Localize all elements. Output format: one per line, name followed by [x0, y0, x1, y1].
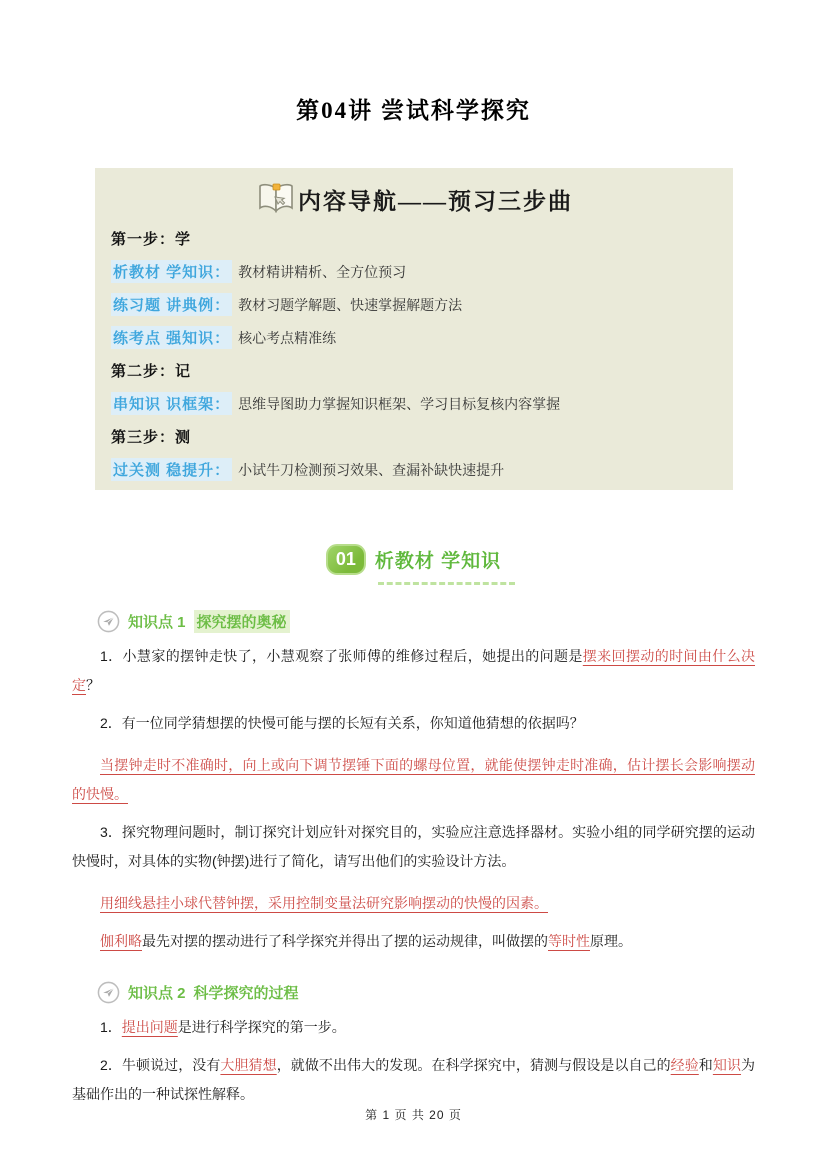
text-segment: 和 [698, 1057, 713, 1073]
text-segment: ？ [86, 677, 100, 693]
step-heading-row [111, 420, 719, 453]
nav-row-text: 核心考点精准练 [238, 329, 337, 346]
answer-segment: 经验 [670, 1057, 699, 1073]
paragraph [72, 1051, 755, 1109]
answer-segment: 等时性 [548, 933, 590, 949]
answer-paragraph [72, 751, 755, 809]
text-segment: 2．有一位同学猜想摆的快慢可能与摆的长短有关系，你知道他猜想的依据吗？ [100, 715, 584, 731]
text-segment: 为基础作出的一种试探性解释。 [72, 1057, 756, 1102]
answer-segment: 用细线悬挂小球代替钟摆，采用控制变量法研究影响摆动的快慢的因素。 [100, 895, 548, 911]
nav-row-label: 练习题 讲典例： [111, 293, 232, 316]
paragraph [72, 642, 755, 700]
kp-title: 探究摆的奥秘 [194, 610, 290, 633]
knowledge-point-1-header [97, 610, 827, 633]
nav-row-label: 串知识 识框架： [111, 392, 232, 415]
text-segment: ，就做不出伟大的发现。在科学探究中，猜测与假设是以自己的 [276, 1057, 671, 1073]
text-segment: 最先对摆的摆动进行了科学探究并得出了摆的运动规律，叫做摆的 [142, 933, 548, 949]
paper-plane-icon [97, 610, 120, 633]
nav-row [111, 255, 719, 288]
nav-row [111, 321, 719, 354]
text-segment: 1．小慧家的摆钟走快了，小慧观察了张师傅的维修过程后，她提出的问题是 [100, 648, 583, 664]
content-nav-box [95, 168, 733, 490]
page-title: 第04讲 尝试科学探究 [296, 98, 531, 123]
kp-label: 知识点 1 [128, 614, 186, 631]
nav-row-text: 小试牛刀检测预习效果、查漏补缺快速提升 [238, 461, 505, 478]
nav-row-label: 练考点 强知识： [111, 326, 232, 349]
nav-row-label: 过关测 稳提升： [111, 458, 232, 481]
text-segment: 1． [100, 1019, 122, 1035]
kp-title: 科学探究的过程 [193, 985, 299, 1002]
nav-row-text: 思维导图助力掌握知识框架、学习目标复核内容掌握 [238, 395, 561, 412]
knowledge-point-2-header [97, 981, 827, 1004]
section-number-badge: 01 [326, 544, 366, 575]
nav-row [111, 387, 719, 420]
nav-row-text: 教材习题学解题、快速掌握解题方法 [238, 296, 463, 313]
step-heading-row [111, 222, 719, 255]
step-heading: 第三步：测 [111, 429, 192, 446]
answer-segment: 知识 [712, 1057, 742, 1073]
nav-row-label: 析教材 学知识： [111, 260, 232, 283]
paragraph [72, 709, 755, 738]
paragraph [72, 927, 755, 956]
answer-paragraph [72, 889, 755, 918]
answer-segment: 摆来回摆动的时间由什么决定 [72, 648, 756, 693]
nav-row [111, 288, 719, 321]
nav-header [111, 176, 719, 222]
text-segment: 是进行科学探究的第一步。 [177, 1019, 346, 1035]
answer-segment: 提出问题 [121, 1019, 178, 1035]
text-segment: 2．牛顿说过，没有 [100, 1057, 221, 1073]
step-heading: 第一步：学 [111, 231, 192, 248]
kp-label: 知识点 2 [128, 985, 186, 1002]
nav-header-title: 内容导航——预习三步曲 [298, 188, 573, 214]
paragraph [72, 818, 755, 876]
step-heading-row [111, 354, 719, 387]
paper-plane-icon [97, 981, 120, 1004]
answer-segment: 当摆钟走时不准确时，向上或向下调节摆锤下面的螺母位置，就能使摆钟走时准确，估计摆长会影响摆动的快慢。 [72, 757, 755, 802]
nav-row [111, 453, 719, 486]
kp2-content [72, 1013, 755, 1109]
text-segment: 3．探究物理问题时，制订探究计划应针对探究目的，实验应注意选择器材。实验小组的同学研究摆的运动快慢时，对具体的实物(钟摆)进行了简化，请写出他们的实验设计方法。 [72, 824, 755, 869]
section-dashed-underline [378, 582, 515, 585]
step-heading: 第二步：记 [111, 363, 192, 380]
paragraph [72, 1013, 755, 1042]
answer-segment: 伽利略 [100, 933, 142, 949]
text-segment: 原理。 [590, 933, 632, 949]
answer-segment: 大胆猜想 [220, 1057, 277, 1073]
page-footer: 第 1 页 共 20 页 [365, 1108, 462, 1122]
section-inner [326, 544, 501, 585]
kp1-content [72, 642, 755, 956]
open-book-icon [257, 182, 295, 216]
section-header [0, 544, 827, 585]
nav-row-text: 教材精讲精析、全方位预习 [238, 263, 407, 280]
section-title: 析教材 学知识 [374, 551, 502, 572]
